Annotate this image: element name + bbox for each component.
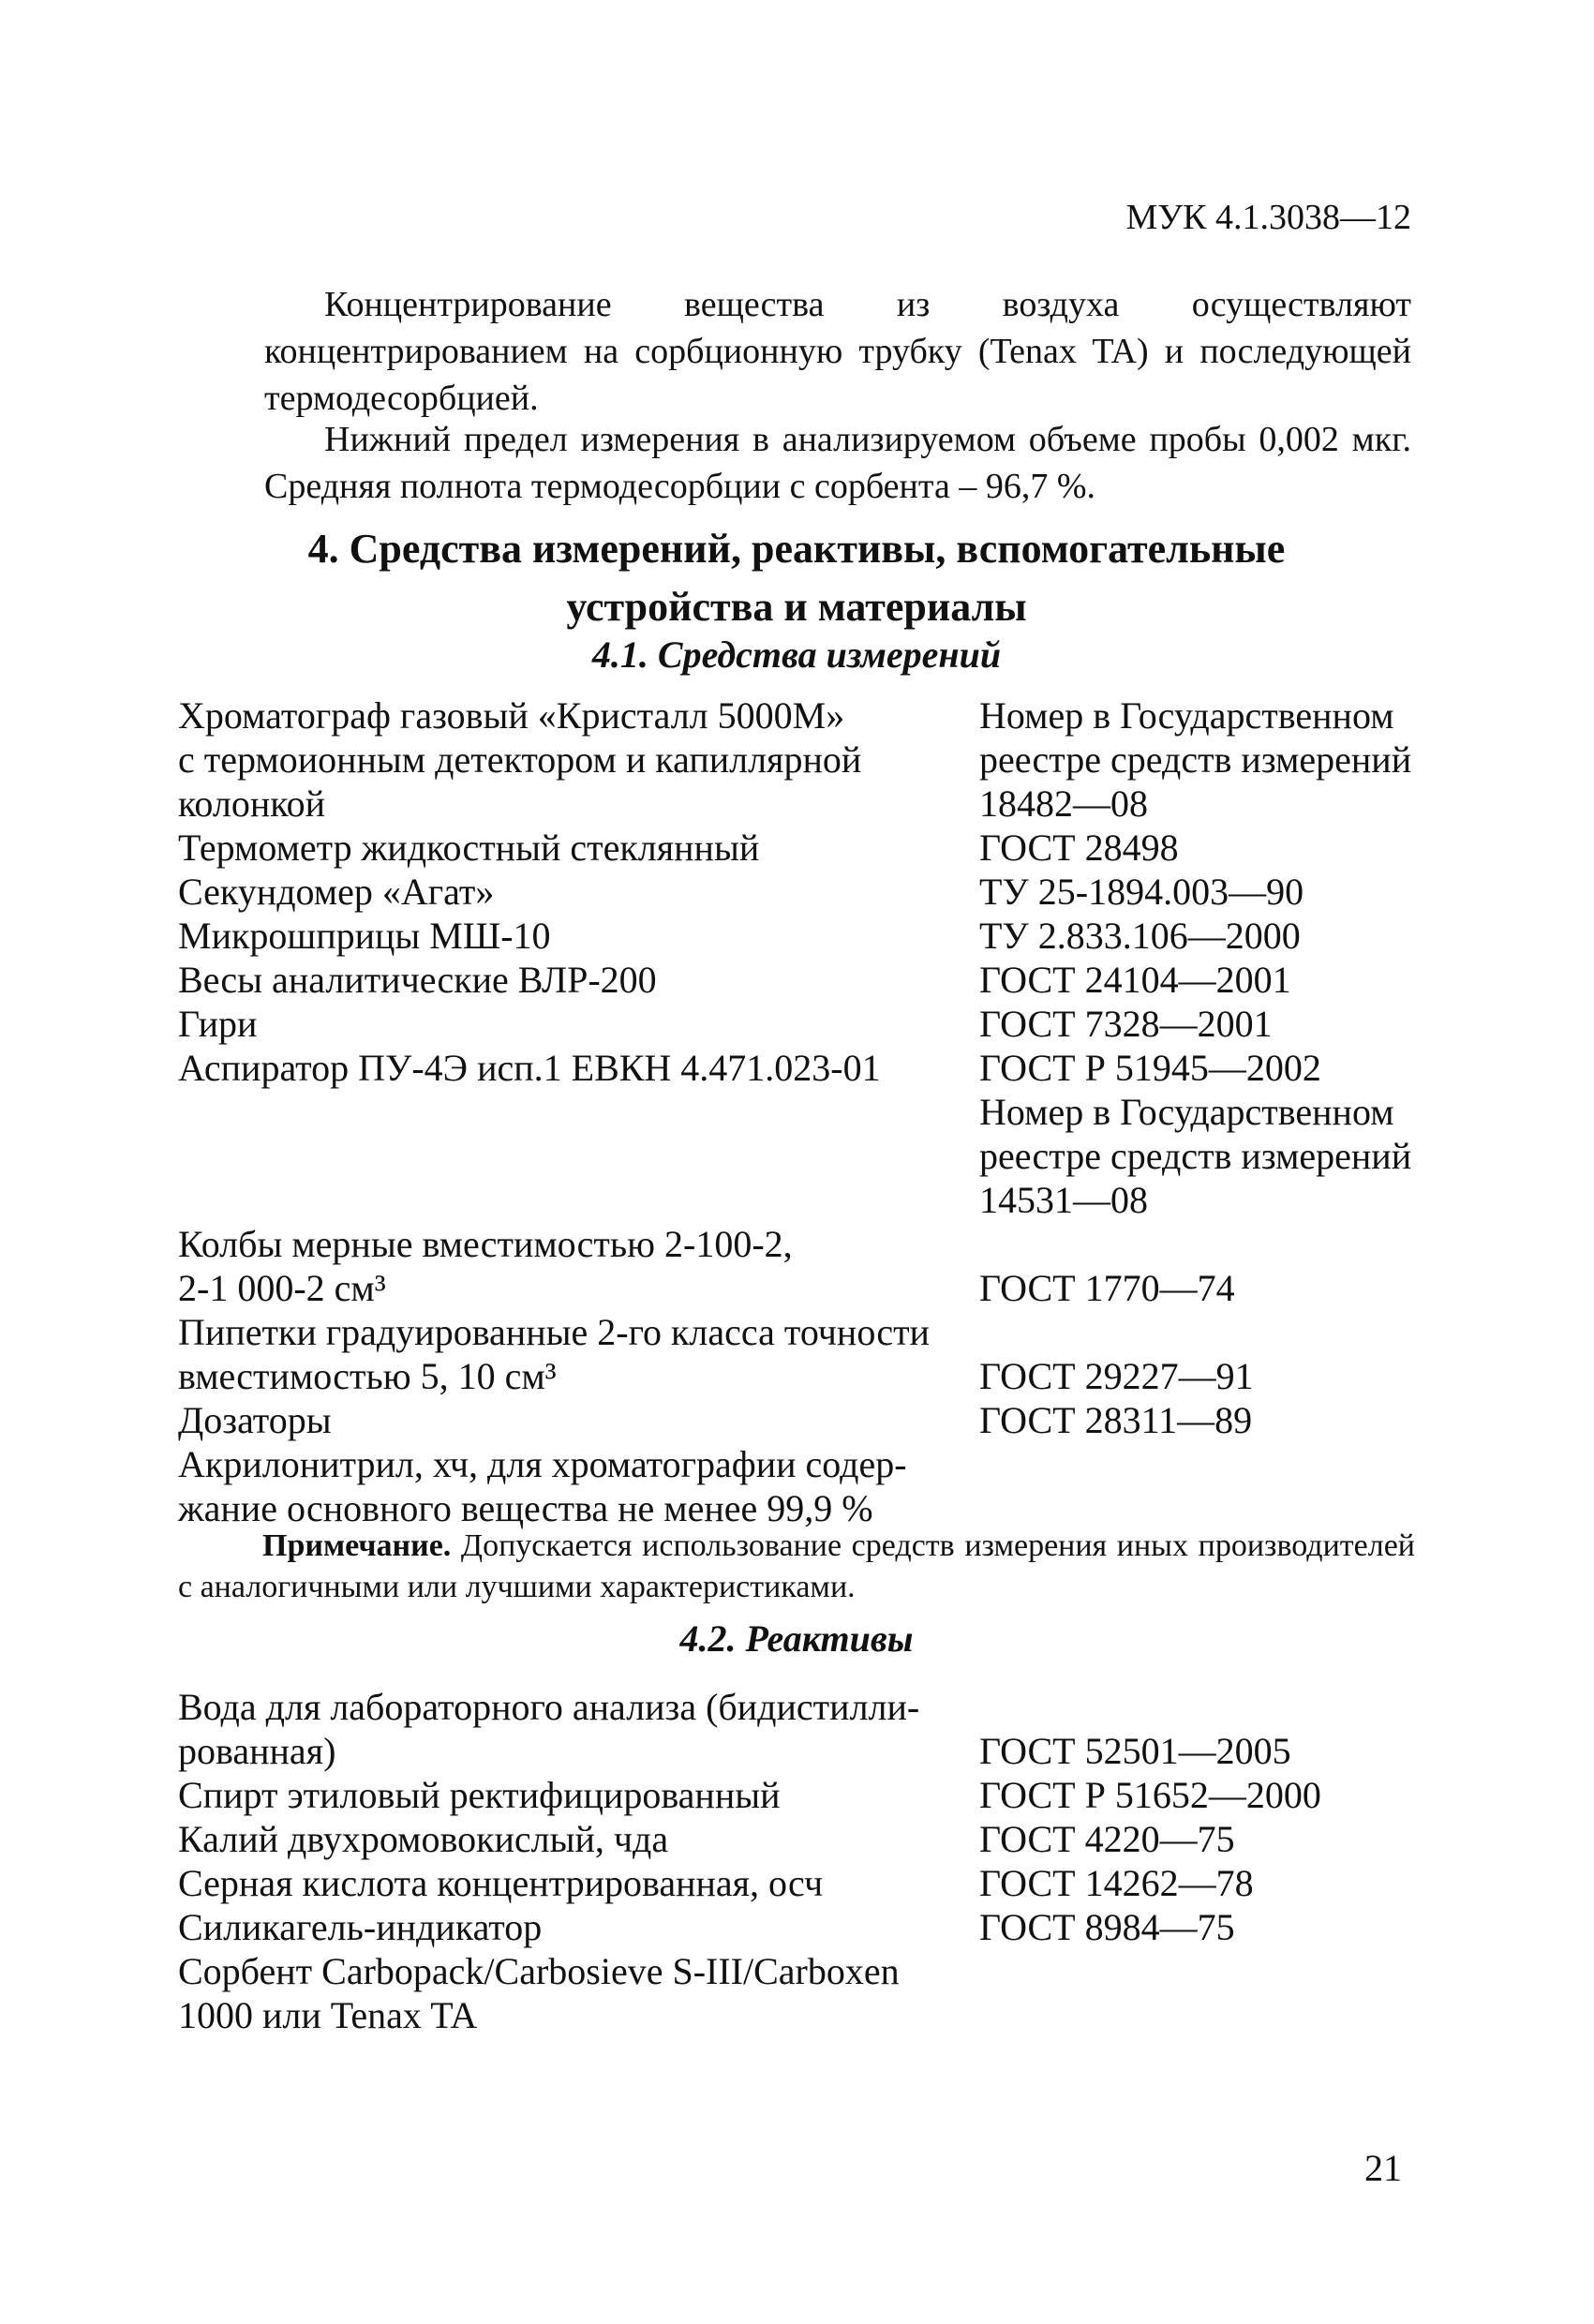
item-name: с термоионным детектором и капиллярной <box>178 738 862 781</box>
item-standard: 18482—08 <box>979 782 1148 825</box>
table-row <box>178 737 1424 782</box>
item-name: Хроматограф газовый «Кристалл 5000М» <box>178 694 845 737</box>
table-row <box>178 1905 1424 1949</box>
item-name: Серная кислота концентрированная, осч <box>178 1862 824 1904</box>
section-title-line-1: 4. Средства измерений, реактивы, вспомогательные <box>307 526 1286 572</box>
table-row <box>178 1090 1424 1134</box>
item-standard: ГОСТ 14262—78 <box>979 1862 1254 1904</box>
note-text: Допускается использование средств измерения иных производителей с аналогичными или лучшими характеристиками. <box>178 1528 1415 1604</box>
item-name: Аспиратор ПУ-4Э исп.1 ЕВКН 4.471.023-01 <box>178 1047 881 1089</box>
item-name: 2-1 000-2 см³ <box>178 1267 386 1309</box>
item-standard: реестре средств измерений <box>979 738 1412 781</box>
item-name: Сорбент Carbopack/Carbosieve S-III/Carboxen <box>178 1950 900 1992</box>
item-standard: Номер в Государственном <box>979 694 1394 737</box>
item-standard: 14531—08 <box>979 1179 1148 1221</box>
item-standard: ГОСТ 4220—75 <box>979 1818 1235 1860</box>
item-name: Акрилонитрил, хч, для хроматографии содер- <box>178 1443 907 1485</box>
document-code-header: МУК 4.1.3038—12 <box>1125 198 1411 237</box>
table-row <box>178 1949 1424 1993</box>
item-standard: ГОСТ 29227—91 <box>979 1355 1254 1397</box>
intro-paragraph-2 <box>264 416 1411 510</box>
item-standard: ТУ 25-1894.003—90 <box>979 871 1304 913</box>
section-4-title <box>178 520 1415 636</box>
table-row <box>178 693 1424 737</box>
item-name: Вода для лабораторного анализа (бидистилли- <box>178 1686 920 1728</box>
table-row <box>178 958 1424 1002</box>
reagents-table <box>178 1685 1424 2037</box>
item-standard: ГОСТ 8984—75 <box>979 1906 1235 1948</box>
table-row <box>178 1178 1424 1222</box>
page-number: 21 <box>1364 2147 1402 2189</box>
item-standard: ТУ 2.833.106—2000 <box>979 915 1301 957</box>
item-name: Термометр жидкостный стеклянный <box>178 827 760 869</box>
item-standard: ГОСТ 52501—2005 <box>979 1730 1291 1772</box>
table-row <box>178 870 1424 914</box>
table-row <box>178 1861 1424 1905</box>
item-standard: ГОСТ 24104—2001 <box>979 959 1291 1001</box>
table-row <box>178 1046 1424 1090</box>
intro-text-2: Нижний предел измерения в анализируемом объеме пробы 0,002 мкг. Средняя полнота термодесорбции с сорбента – 96,7 %. <box>264 420 1411 506</box>
item-name: Дозаторы <box>178 1399 332 1441</box>
item-name: Весы аналитические ВЛР-200 <box>178 959 657 1001</box>
intro-text-1: Концентрирование вещества из воздуха осуществляют концентрированием на сорбционную трубку (Tenax TA) и последующей термодесорбцией. <box>264 285 1411 418</box>
item-name: Колбы мерные вместимостью 2-100-2, <box>178 1223 793 1265</box>
item-name: рованная) <box>178 1730 336 1772</box>
table-row <box>178 1354 1424 1398</box>
table-row <box>178 1685 1424 1729</box>
note-paragraph <box>178 1526 1415 1608</box>
item-standard: ГОСТ 1770—74 <box>979 1267 1235 1309</box>
item-name: колонкой <box>178 782 326 825</box>
subsection-4-1-title: 4.1. Средства измерений <box>591 633 1002 676</box>
table-row <box>178 1442 1424 1486</box>
item-standard: ГОСТ 28311—89 <box>979 1399 1253 1441</box>
table-row <box>178 1310 1424 1354</box>
table-row <box>178 1398 1424 1442</box>
item-name: вместимостью 5, 10 см³ <box>178 1355 557 1397</box>
measurement-instruments-table <box>178 693 1424 1530</box>
table-row <box>178 914 1424 958</box>
table-row <box>178 1993 1424 2037</box>
item-name: Гири <box>178 1003 258 1045</box>
item-standard: реестре средств измерений <box>979 1135 1412 1177</box>
table-row <box>178 782 1424 826</box>
item-name: Пипетки градуированные 2-го класса точности <box>178 1311 930 1353</box>
table-row <box>178 826 1424 870</box>
table-row <box>178 1002 1424 1046</box>
section-title-line-2: устройства и материалы <box>566 584 1027 630</box>
table-row <box>178 1266 1424 1310</box>
item-name: 1000 или Tenax TA <box>178 1994 478 2036</box>
table-row <box>178 1817 1424 1861</box>
table-row <box>178 1222 1424 1266</box>
item-name: Секундомер «Агат» <box>178 871 495 913</box>
item-name: Калий двухромовокислый, чда <box>178 1818 669 1860</box>
item-name: Микрошприцы МШ-10 <box>178 915 551 957</box>
table-row <box>178 1486 1424 1530</box>
item-name: жание основного вещества не менее 99,9 % <box>178 1487 873 1529</box>
item-standard: ГОСТ Р 51652—2000 <box>979 1774 1321 1816</box>
table-row <box>178 1134 1424 1178</box>
item-name: Силикагель-индикатор <box>178 1906 543 1948</box>
item-standard: ГОСТ Р 51945—2002 <box>979 1047 1321 1089</box>
item-name: Спирт этиловый ректифицированный <box>178 1774 781 1816</box>
table-row <box>178 1729 1424 1773</box>
note-label: Примечание. <box>262 1528 452 1563</box>
item-standard: Номер в Государственном <box>979 1091 1394 1133</box>
table-row <box>178 1773 1424 1817</box>
item-standard: ГОСТ 7328—2001 <box>979 1003 1273 1045</box>
intro-paragraph-1 <box>264 281 1411 422</box>
item-standard: ГОСТ 28498 <box>979 827 1179 869</box>
subsection-4-2-title: 4.2. Реактивы <box>679 1617 914 1660</box>
